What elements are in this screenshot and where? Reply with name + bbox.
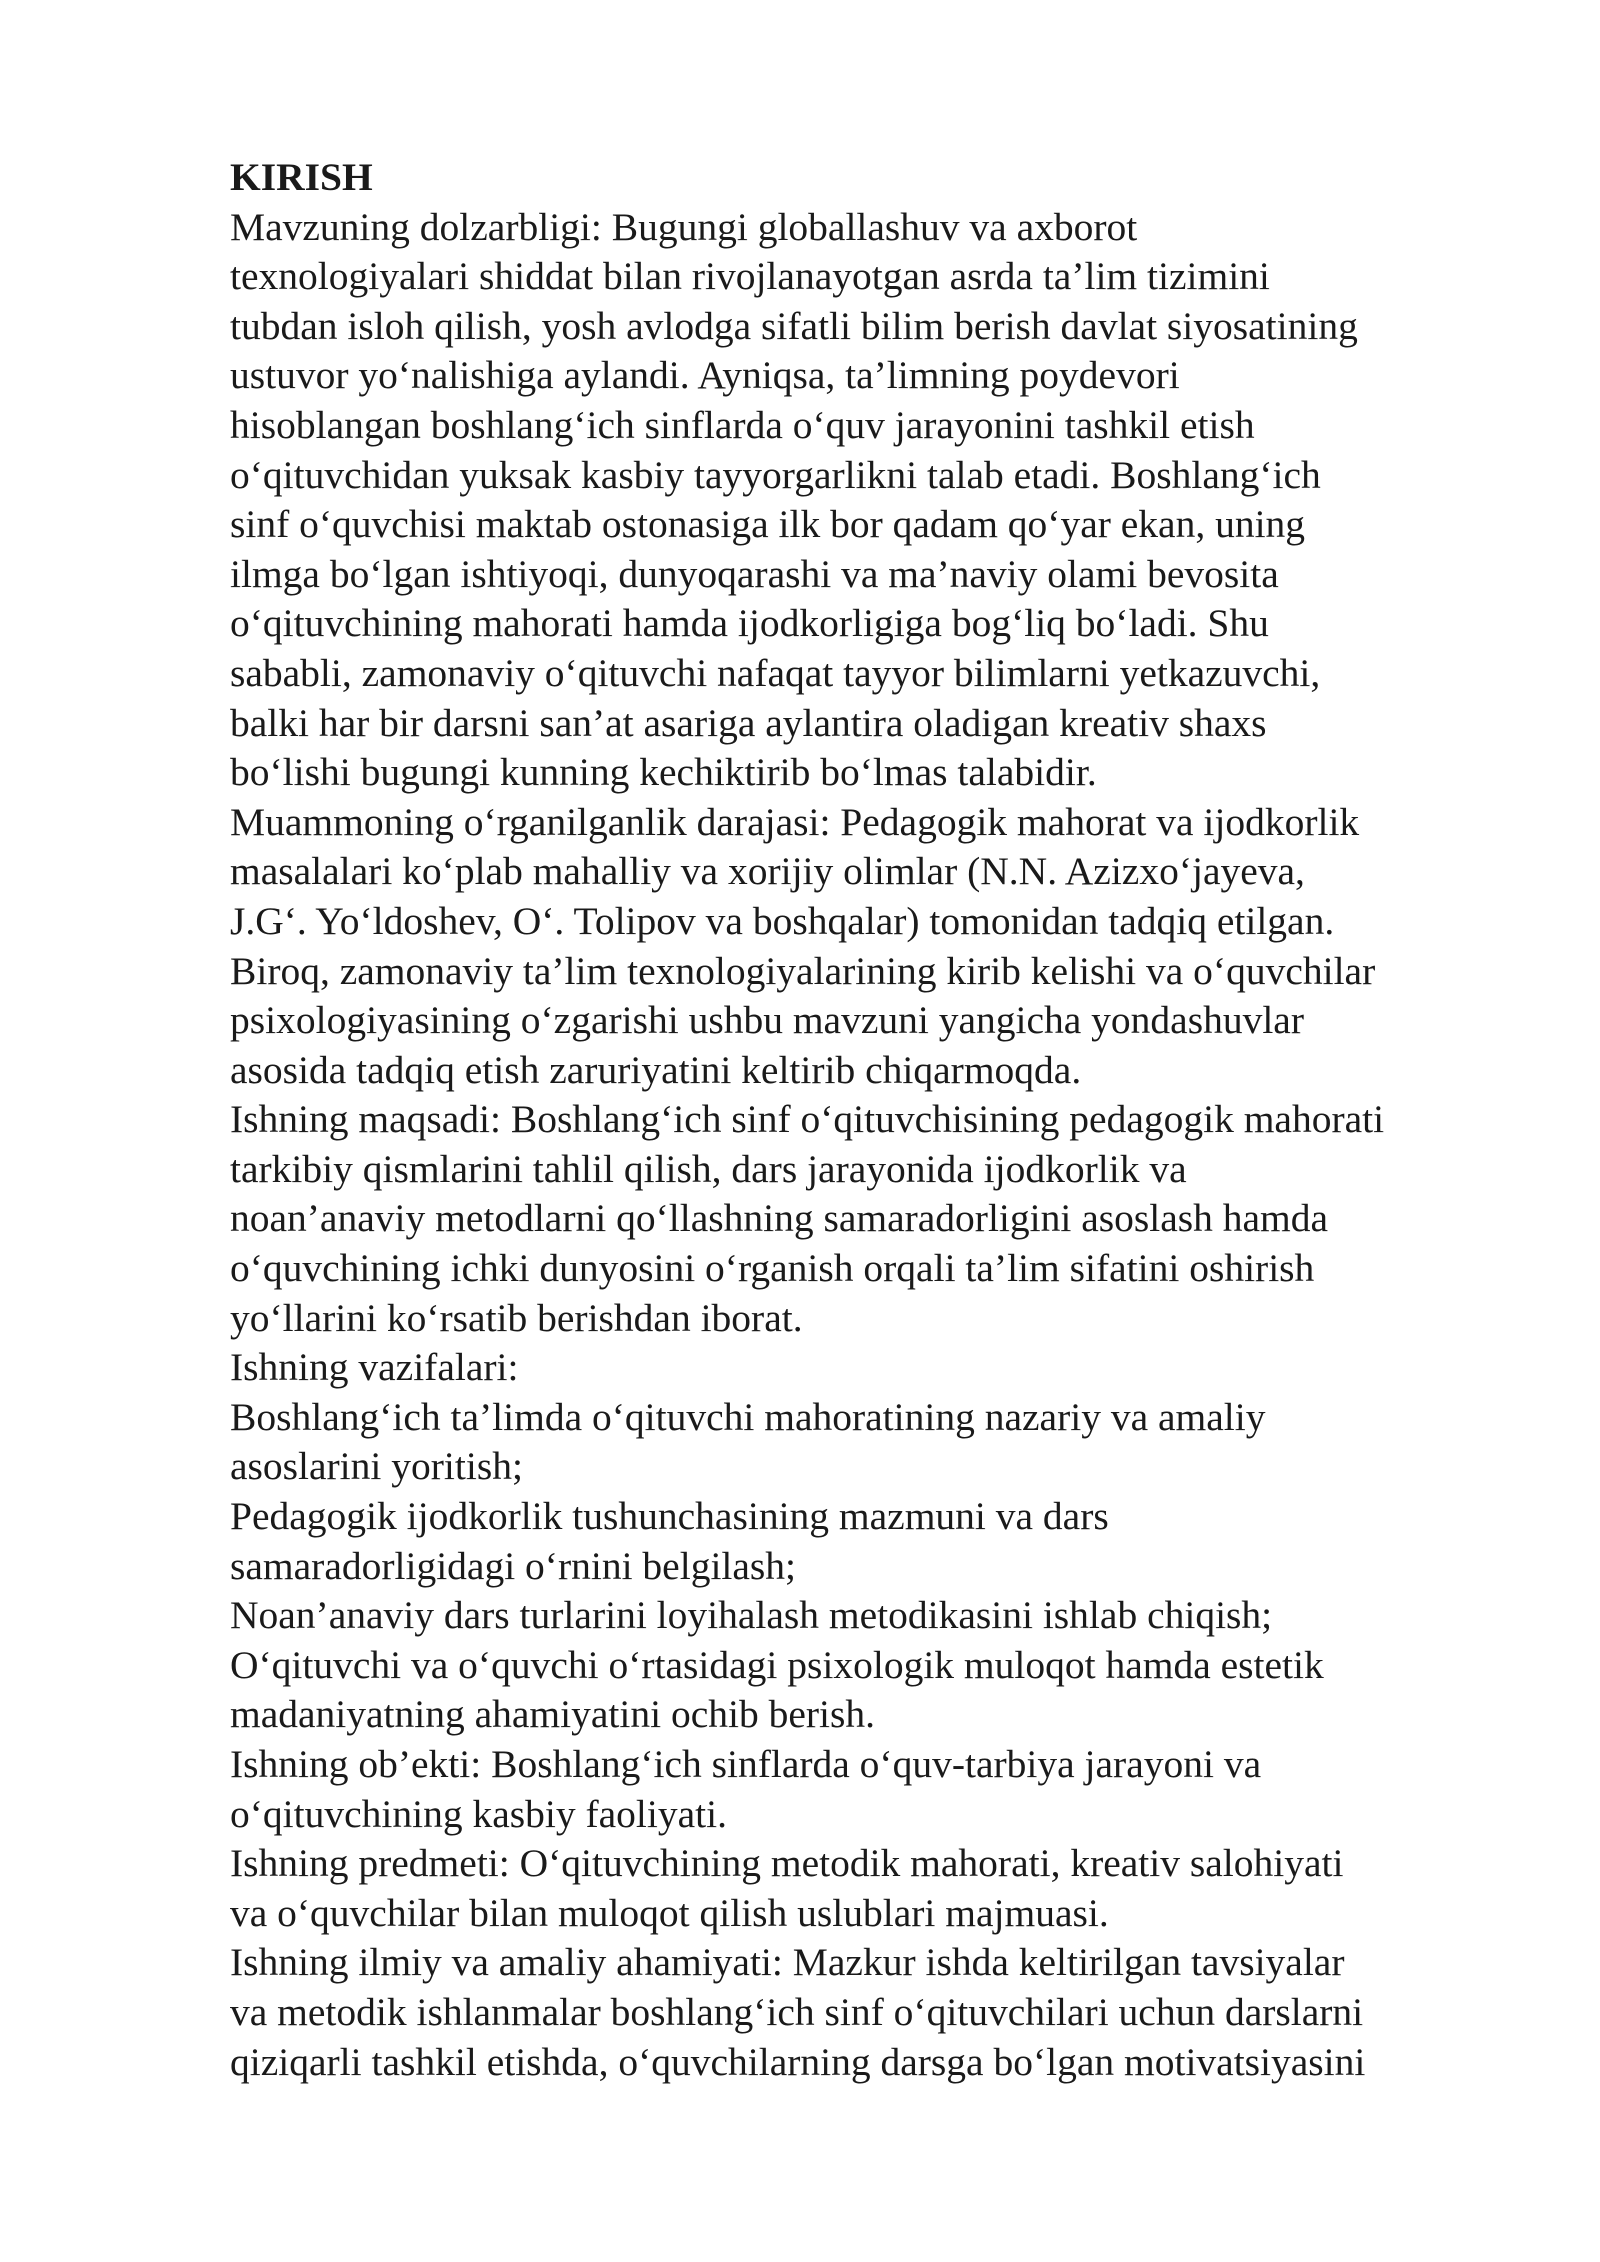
- text-line: o‘qituvchining mahorati hamda ijodkorligiga bog‘liq bo‘ladi. Shu: [230, 601, 1269, 646]
- text-line: J.G‘. Yo‘ldoshev, O‘. Tolipov va boshqalar) tomonidan tadqiq etilgan.: [230, 898, 1335, 943]
- text-line: yo‘llarini ko‘rsatib berishdan iborat.: [230, 1295, 803, 1340]
- text-line: Noan’anaviy dars turlarini loyihalash metodikasini ishlab chiqish;: [230, 1593, 1273, 1638]
- text-line: masalalari ko‘plab mahalliy va xorijiy olimlar (N.N. Azizxo‘jayeva,: [230, 849, 1305, 894]
- text-line: qiziqarli tashkil etishda, o‘quvchilarning darsga bo‘lgan motivatsiyasini: [230, 2039, 1366, 2084]
- text-line: balki har bir darsni san’at asariga aylantira oladigan kreativ shaxs: [230, 700, 1267, 745]
- text-line: tubdan isloh qilish, yosh avlodga sifatli bilim berish davlat siyosatining: [230, 303, 1358, 348]
- document-body: [230, 153, 1530, 2087]
- text-line: Ishning ilmiy va amaliy ahamiyati: Mazkur ishda keltirilgan tavsiyalar: [230, 1940, 1345, 1985]
- text-line: sababli, zamonaviy o‘qituvchi nafaqat tayyor bilimlarni yetkazuvchi,: [230, 650, 1321, 695]
- text-line: psixologiyasining o‘zgarishi ushbu mavzuni yangicha yondashuvlar: [230, 998, 1304, 1043]
- text-line: asoslarini yoritish;: [230, 1444, 523, 1489]
- text-line: o‘qituvchining kasbiy faoliyati.: [230, 1791, 727, 1836]
- text-line: noan’anaviy metodlarni qo‘llashning samaradorligini asoslash hamda: [230, 1196, 1329, 1241]
- text-line: samaradorligidagi o‘rnini belgilash;: [230, 1543, 797, 1588]
- text-line: va metodik ishlanmalar boshlang‘ich sinf o‘qituvchilari uchun darslarni: [230, 1989, 1364, 2034]
- text-line: asosida tadqiq etish zaruriyatini keltirib chiqarmoqda.: [230, 1047, 1082, 1092]
- section-heading: KIRISH: [230, 155, 373, 199]
- text-line: o‘qituvchidan yuksak kasbiy tayyorgarlikni talab etadi. Boshlang‘ich: [230, 452, 1321, 497]
- text-line: ilmga bo‘lgan ishtiyoqi, dunyoqarashi va ma’naviy olami bevosita: [230, 551, 1279, 596]
- text-line: Ishning ob’ekti: Boshlang‘ich sinflarda o‘quv-tarbiya jarayoni va: [230, 1742, 1262, 1786]
- text-line: Ishning maqsadi: Boshlang‘ich sinf o‘qituvchisining pedagogik mahorati: [230, 1097, 1385, 1142]
- text-line: va o‘quvchilar bilan muloqot qilish uslublari majmuasi.: [230, 1890, 1109, 1935]
- text-line: sinf o‘quvchisi maktab ostonasiga ilk bor qadam qo‘yar ekan, uning: [230, 502, 1306, 547]
- text-line: Ishning predmeti: O‘qituvchining metodik mahorati, kreativ salohiyati: [230, 1841, 1344, 1886]
- text-line: Mavzuning dolzarbligi: Bugungi globallashuv va axborot: [230, 204, 1138, 249]
- text-line: Muammoning o‘rganilganlik darajasi: Pedagogik mahorat va ijodkorlik: [230, 799, 1360, 844]
- text-line: Biroq, zamonaviy ta’lim texnologiyalarining kirib kelishi va o‘quvchilar: [230, 948, 1376, 993]
- text-line: texnologiyalari shiddat bilan rivojlanayotgan asrda ta’lim tizimini: [230, 254, 1270, 299]
- text-line: madaniyatning ahamiyatini ochib berish.: [230, 1692, 875, 1737]
- text-line: Boshlang‘ich ta’limda o‘qituvchi mahoratining nazariy va amaliy: [230, 1394, 1266, 1439]
- text-line: O‘qituvchi va o‘quvchi o‘rtasidagi psixologik muloqot hamda estetik: [230, 1642, 1324, 1687]
- text-line: tarkibiy qismlarini tahlil qilish, dars jarayonida ijodkorlik va: [230, 1146, 1187, 1191]
- text-line: Pedagogik ijodkorlik tushunchasining mazmuni va dars: [230, 1494, 1109, 1539]
- text-line: Ishning vazifalari:: [230, 1345, 519, 1390]
- text-line: ustuvor yo‘nalishiga aylandi. Ayniqsa, ta’limning poydevori: [230, 353, 1180, 398]
- text-line: hisoblangan boshlang‘ich sinflarda o‘quv jarayonini tashkil etish: [230, 402, 1255, 447]
- text-line: o‘quvchining ichki dunyosini o‘rganish orqali ta’lim sifatini oshirish: [230, 1246, 1315, 1291]
- text-line: bo‘lishi bugungi kunning kechiktirib bo‘lmas talabidir.: [230, 750, 1097, 795]
